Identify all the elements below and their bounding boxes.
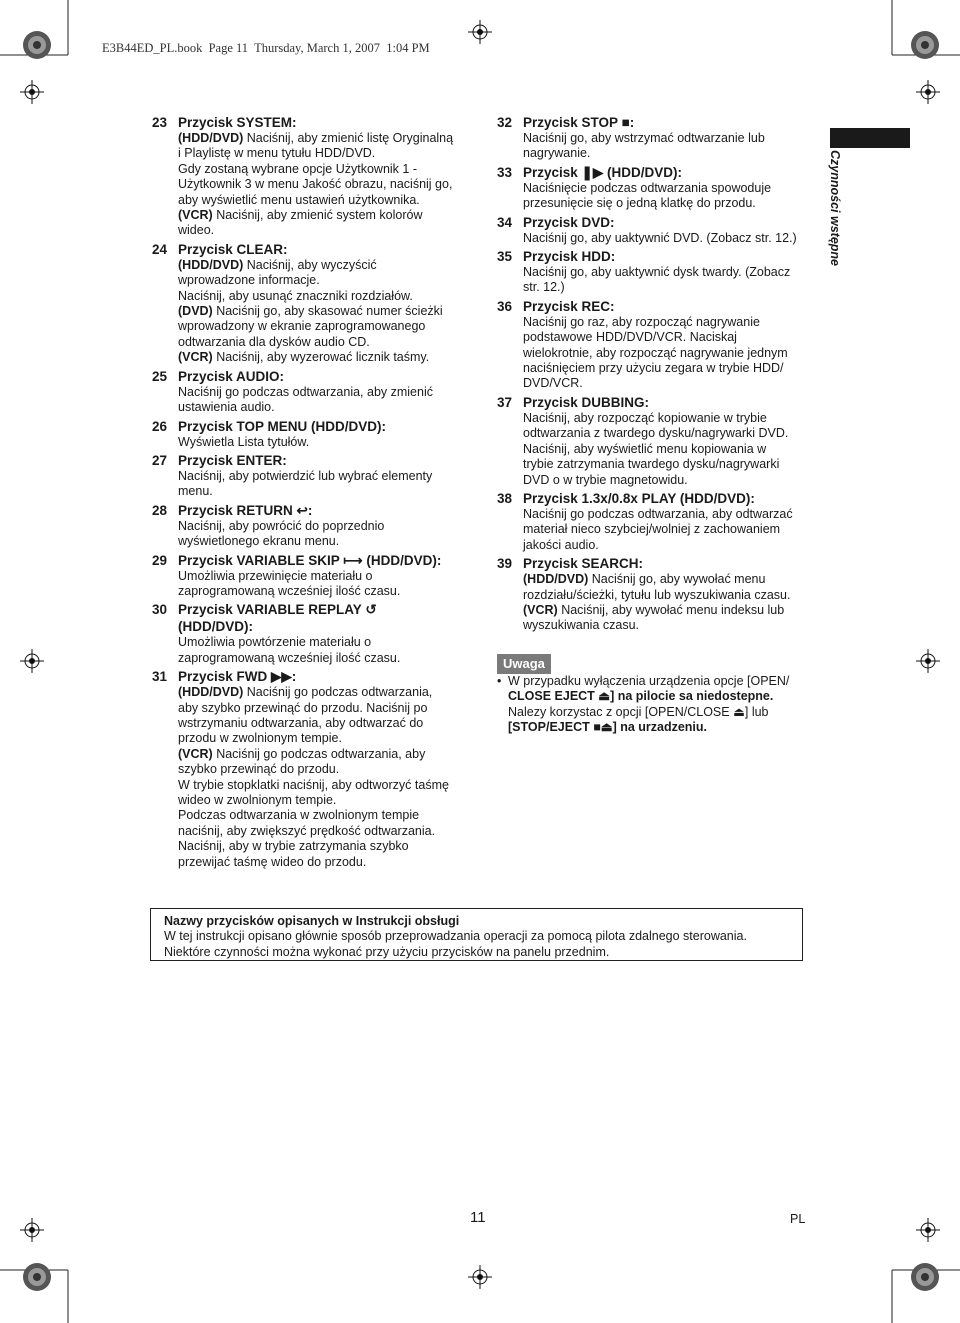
button-description-item <box>152 601 474 666</box>
line-text: Naciśnij go, aby wstrzymać odtwarzanie lub <box>523 131 765 145</box>
button-description-item <box>152 452 474 500</box>
button-description-item <box>152 552 474 600</box>
line-text: Naciśnij, aby wywołać menu indeksu lub <box>557 602 785 617</box>
line-text: wyświetlonego ekranu menu. <box>178 534 340 549</box>
info-box-line: W tej instrukcji opisano głównie sposób przeprowadzania operacji za pomocą pilota zdalnego sterowania. <box>164 929 747 944</box>
line-text: Naciśnij, aby usunąć znaczniki rozdziałów. <box>178 288 413 303</box>
button-description-item <box>497 214 812 246</box>
line-text: Naciśnij go podczas odtwarzania, <box>243 685 433 700</box>
item-line <box>178 839 474 854</box>
line-text: Naciśnij, aby w trybie zatrzymania szybko <box>178 839 409 854</box>
registration-mark-icon <box>20 649 44 673</box>
button-description-item <box>497 298 812 392</box>
page-number: 11 <box>470 1209 486 1226</box>
line-text: ustawienia audio. <box>178 400 275 415</box>
item-line <box>523 411 812 426</box>
item-title: Przycisk REC: <box>523 298 615 314</box>
line-text: Naciśnij go podczas odtwarzania, aby zmienić <box>178 384 433 399</box>
item-line <box>523 131 812 146</box>
item-line <box>178 685 474 700</box>
line-text: nagrywanie. <box>523 146 591 161</box>
item-title: Przycisk SEARCH: <box>523 556 644 572</box>
line-text: Naciśnij, aby rozpocząć kopiowanie w trybie <box>523 410 767 425</box>
item-line <box>178 731 474 746</box>
item-line <box>523 522 812 537</box>
item-title: Przycisk STOP ■: <box>523 115 635 130</box>
item-number: 26 <box>152 418 168 434</box>
item-line <box>523 457 812 472</box>
item-line <box>178 385 474 400</box>
item-line <box>523 231 812 246</box>
color-rosette-icon <box>22 1262 52 1292</box>
button-description-item <box>152 241 474 366</box>
item-line <box>523 572 812 587</box>
item-line <box>178 319 474 334</box>
section-label <box>822 150 848 280</box>
item-line <box>523 361 812 376</box>
registration-mark-icon <box>468 20 492 44</box>
registration-mark-icon <box>916 1218 940 1242</box>
info-box-line: Niektóre czynności można wykonać przy użyciu przycisków na panelu przednim. <box>164 944 610 959</box>
button-description-item <box>497 114 812 162</box>
item-line <box>523 146 812 161</box>
item-title: Przycisk 1.3x/0.8x PLAY (HDD/DVD): <box>523 490 755 506</box>
item-line <box>523 315 812 330</box>
line-text: Podczas odtwarzania w zwolnionym tempie <box>178 808 420 823</box>
item-line <box>178 146 474 161</box>
item-title: Przycisk CLEAR: <box>178 241 288 257</box>
item-line <box>523 473 812 488</box>
item-number: 34 <box>497 214 513 230</box>
button-description-item <box>497 248 812 296</box>
color-rosette-icon <box>910 1262 940 1292</box>
item-number: 35 <box>497 249 513 265</box>
line-text: aby wyświetlić menu ustawień użytkownika. <box>178 192 420 207</box>
line-text: przewijać taśmę wideo do przodu. <box>178 854 367 869</box>
item-line <box>178 808 474 823</box>
line-text: DVD o w trybie magnetowidu. <box>523 472 688 487</box>
item-line <box>178 350 474 365</box>
language-code: PL <box>790 1212 806 1226</box>
item-line <box>523 538 812 553</box>
item-number: 24 <box>152 241 168 257</box>
item-title: Przycisk ❚▶ (HDD/DVD): <box>523 164 682 180</box>
line-text: Naciśnij, aby powrócić do poprzednio <box>178 518 385 533</box>
item-line <box>178 273 474 288</box>
item-line <box>178 635 474 650</box>
item-line <box>178 223 474 238</box>
item-line <box>178 855 474 870</box>
item-number: 28 <box>152 502 168 518</box>
item-title: Przycisk FWD ▶▶: <box>178 669 297 685</box>
line-text: Naciśnij go, aby uaktywnić dysk twardy. (Zobacz <box>523 265 791 280</box>
item-line <box>178 484 474 499</box>
item-title: Przycisk RETURN ↩: <box>178 502 313 518</box>
item-line <box>178 824 474 839</box>
line-text: odtwarzania z twardego dysku/nagrywarki DVD. <box>523 426 789 441</box>
item-number: 39 <box>497 556 513 572</box>
line-text: szybko przewinąć do przodu. <box>178 762 340 777</box>
line-text: wprowadzony w ekranie zaprogramowanego <box>178 319 426 334</box>
item-line <box>178 762 474 777</box>
line-text: wstrzymaniu odtwarzania, aby odtwarzać do <box>178 715 424 730</box>
item-line <box>178 747 474 762</box>
item-title: Przycisk AUDIO: <box>178 368 285 384</box>
item-title-continued: (HDD/DVD): <box>178 619 253 635</box>
mode-tag: (DVD) <box>178 304 213 319</box>
item-number: 31 <box>152 669 168 685</box>
note-line: Nalezy korzystac z opcji [OPEN/CLOSE ⏏] lub <box>508 704 769 719</box>
item-line <box>523 588 812 603</box>
line-text: W trybie stopklatki naciśnij, aby odtworzyć taśmę <box>178 777 449 792</box>
line-text: menu. <box>178 484 213 499</box>
item-number: 25 <box>152 368 168 384</box>
line-text: Naciśnij, aby wyczyścić <box>243 257 377 272</box>
line-text: Naciśnij go, aby wywołać menu <box>588 572 766 587</box>
color-rosette-icon <box>910 30 940 60</box>
item-line <box>178 400 474 415</box>
line-text: Naciśnij go podczas odtwarzania, aby odtwarzać <box>523 506 793 521</box>
mode-tag: (HDD/DVD) <box>523 572 589 587</box>
color-rosette-icon <box>22 30 52 60</box>
item-line <box>178 778 474 793</box>
line-text: DVD/VCR. <box>523 376 583 391</box>
button-description-item <box>152 668 474 870</box>
line-text: rozdziału/ścieżki, tytułu lub wyszukiwania czasu. <box>523 587 791 602</box>
line-text: wideo. <box>178 223 215 238</box>
button-description-item <box>152 502 474 550</box>
item-line <box>178 177 474 192</box>
line-text: Gdy zostaną wybrane opcje Użytkownik 1 - <box>178 161 417 176</box>
line-text: naciśnij, aby zwiększyć prędkość odtwarzania. <box>178 823 436 838</box>
line-text: Naciśnięcie podczas odtwarzania spowoduje <box>523 180 772 195</box>
item-line <box>523 618 812 633</box>
item-line <box>523 265 812 280</box>
item-line <box>178 258 474 273</box>
line-text: naciśnięciem przy użyciu zegara w trybie HDD/ <box>523 361 784 376</box>
line-text: zaprogramowaną wcześniej ilość czasu. <box>178 583 401 598</box>
line-text: str. 12.) <box>523 280 565 295</box>
line-text: Naciśnij go raz, aby rozpocząć nagrywanie <box>523 314 760 329</box>
item-line <box>178 534 474 549</box>
item-line <box>178 131 474 146</box>
mode-tag: (HDD/DVD) <box>178 685 244 700</box>
section-tab <box>830 128 910 148</box>
item-title: Przycisk DUBBING: <box>523 394 650 410</box>
mode-tag: (HDD/DVD) <box>178 257 244 272</box>
item-line <box>178 162 474 177</box>
item-line <box>178 519 474 534</box>
line-text: wprowadzone informacje. <box>178 273 320 288</box>
item-title: Przycisk VARIABLE SKIP ⟼ (HDD/DVD): <box>178 552 442 568</box>
mode-tag: (VCR) <box>178 208 213 223</box>
line-text: materiał nieco szybciej/wolniej z zachowaniem <box>523 522 781 537</box>
info-box <box>150 908 803 961</box>
item-line <box>523 442 812 457</box>
item-number: 37 <box>497 394 513 410</box>
line-text: zaprogramowaną wcześniej ilość czasu. <box>178 650 401 665</box>
line-text: wielokrotnie, aby rozpocząć nagrywanie jednym <box>523 345 788 360</box>
line-text: Naciśnij go podczas odtwarzania, aby <box>212 746 426 761</box>
item-line <box>178 584 474 599</box>
item-line <box>523 346 812 361</box>
item-line <box>523 280 812 295</box>
line-text: Naciśnij go, aby skasować numer ścieżki <box>212 304 443 319</box>
item-number: 33 <box>497 164 513 180</box>
mode-tag: (VCR) <box>178 350 213 365</box>
mode-tag: (VCR) <box>523 602 558 617</box>
button-description-item <box>152 368 474 416</box>
button-description-item <box>152 418 474 450</box>
item-line <box>178 569 474 584</box>
item-line <box>178 701 474 716</box>
item-title: Przycisk SYSTEM: <box>178 115 297 130</box>
line-text: Użytkownik 3 w menu Jakość obrazu, naciśnij go, <box>178 177 453 192</box>
line-text: Naciśnij go, aby uaktywnić DVD. (Zobacz str. 12.) <box>523 230 797 245</box>
note-bullet: • <box>497 674 502 688</box>
item-line <box>523 603 812 618</box>
item-line <box>178 335 474 350</box>
item-number: 32 <box>497 115 513 130</box>
item-number: 23 <box>152 115 168 130</box>
line-text: Naciśnij, aby potwierdzić lub wybrać elementy <box>178 468 433 483</box>
left-column <box>152 114 474 872</box>
item-line <box>178 716 474 731</box>
item-title: Przycisk DVD: <box>523 214 615 230</box>
note-heading: Uwaga <box>497 654 551 674</box>
right-column <box>497 114 812 636</box>
item-line <box>523 181 812 196</box>
note-text <box>497 674 817 736</box>
button-description-item <box>497 555 812 634</box>
item-number: 30 <box>152 602 168 618</box>
item-number: 36 <box>497 298 513 314</box>
file-header: E3B44ED_PL.book Page 11 Thursday, March 1, 2007 1:04 PM <box>102 41 430 55</box>
item-title: Przycisk ENTER: <box>178 452 287 468</box>
button-description-item <box>497 394 812 488</box>
registration-mark-icon <box>468 1265 492 1289</box>
line-text: wyszukiwania czasu. <box>523 618 640 633</box>
item-line <box>523 507 812 522</box>
line-text: Wyświetla Lista tytułów. <box>178 434 310 449</box>
item-line <box>523 330 812 345</box>
line-text: podstawowe HDD/DVD/VCR. Naciskaj <box>523 330 737 345</box>
line-text: Umożliwia przewinięcie materiału o <box>178 568 373 583</box>
item-title: Przycisk TOP MENU (HDD/DVD): <box>178 418 387 434</box>
line-text: wideo w zwolnionym tempie. <box>178 793 337 807</box>
button-description-item <box>497 490 812 553</box>
registration-mark-icon <box>916 80 940 104</box>
line-text: Naciśnij, aby zmienić listę Oryginalną <box>243 131 454 145</box>
item-title: Przycisk VARIABLE REPLAY ↺ <box>178 602 377 618</box>
line-text: odtwarzania dla dysków audio CD. <box>178 334 370 349</box>
line-text: Umożliwia powtórzenie materiału o <box>178 635 372 650</box>
item-number: 27 <box>152 452 168 468</box>
item-line <box>178 208 474 223</box>
item-number: 38 <box>497 490 513 506</box>
item-line <box>178 304 474 319</box>
registration-mark-icon <box>20 80 44 104</box>
note-line: CLOSE EJECT ⏏] na pilocie sa niedostepne. <box>508 689 774 704</box>
section-label-text: Czynności wstępne <box>828 150 842 266</box>
line-text: trybie zatrzymania twardego dysku/nagrywarki <box>523 457 780 472</box>
info-box-title: Nazwy przycisków opisanych w Instrukcji obsługi <box>164 914 460 928</box>
note-body <box>497 674 817 736</box>
line-text: Naciśnij, aby wyświetlić menu kopiowania w <box>523 441 767 456</box>
note-line: W przypadku wyłączenia urządzenia opcje [OPEN/ <box>508 674 790 688</box>
line-text: i Playlistę w menu tytułu HDD/DVD. <box>178 146 376 161</box>
line-text: Naciśnij, aby wyzerować licznik taśmy. <box>212 350 430 365</box>
item-line <box>523 196 812 211</box>
mode-tag: (HDD/DVD) <box>178 131 244 145</box>
item-line <box>178 651 474 666</box>
button-description-item <box>497 164 812 212</box>
item-line <box>178 435 474 450</box>
item-line <box>523 426 812 441</box>
item-line <box>178 193 474 208</box>
registration-mark-icon <box>916 649 940 673</box>
item-number: 29 <box>152 552 168 568</box>
note-line: [STOP/EJECT ■⏏] na urzadzeniu. <box>508 720 708 735</box>
line-text: jakości audio. <box>523 537 599 552</box>
line-text: przesunięcie się o jedną klatkę do przodu. <box>523 196 756 211</box>
line-text: Naciśnij, aby zmienić system kolorów <box>212 208 423 223</box>
line-text: aby szybko przewinąć do przodu. Naciśnij po <box>178 700 428 715</box>
button-description-item <box>152 114 474 239</box>
mode-tag: (VCR) <box>178 746 213 761</box>
item-line <box>178 289 474 304</box>
item-line <box>523 376 812 391</box>
registration-mark-icon <box>20 1218 44 1242</box>
item-line <box>178 793 474 808</box>
item-title: Przycisk HDD: <box>523 249 616 265</box>
line-text: przodu w zwolnionym tempie. <box>178 731 342 746</box>
item-line <box>178 469 474 484</box>
